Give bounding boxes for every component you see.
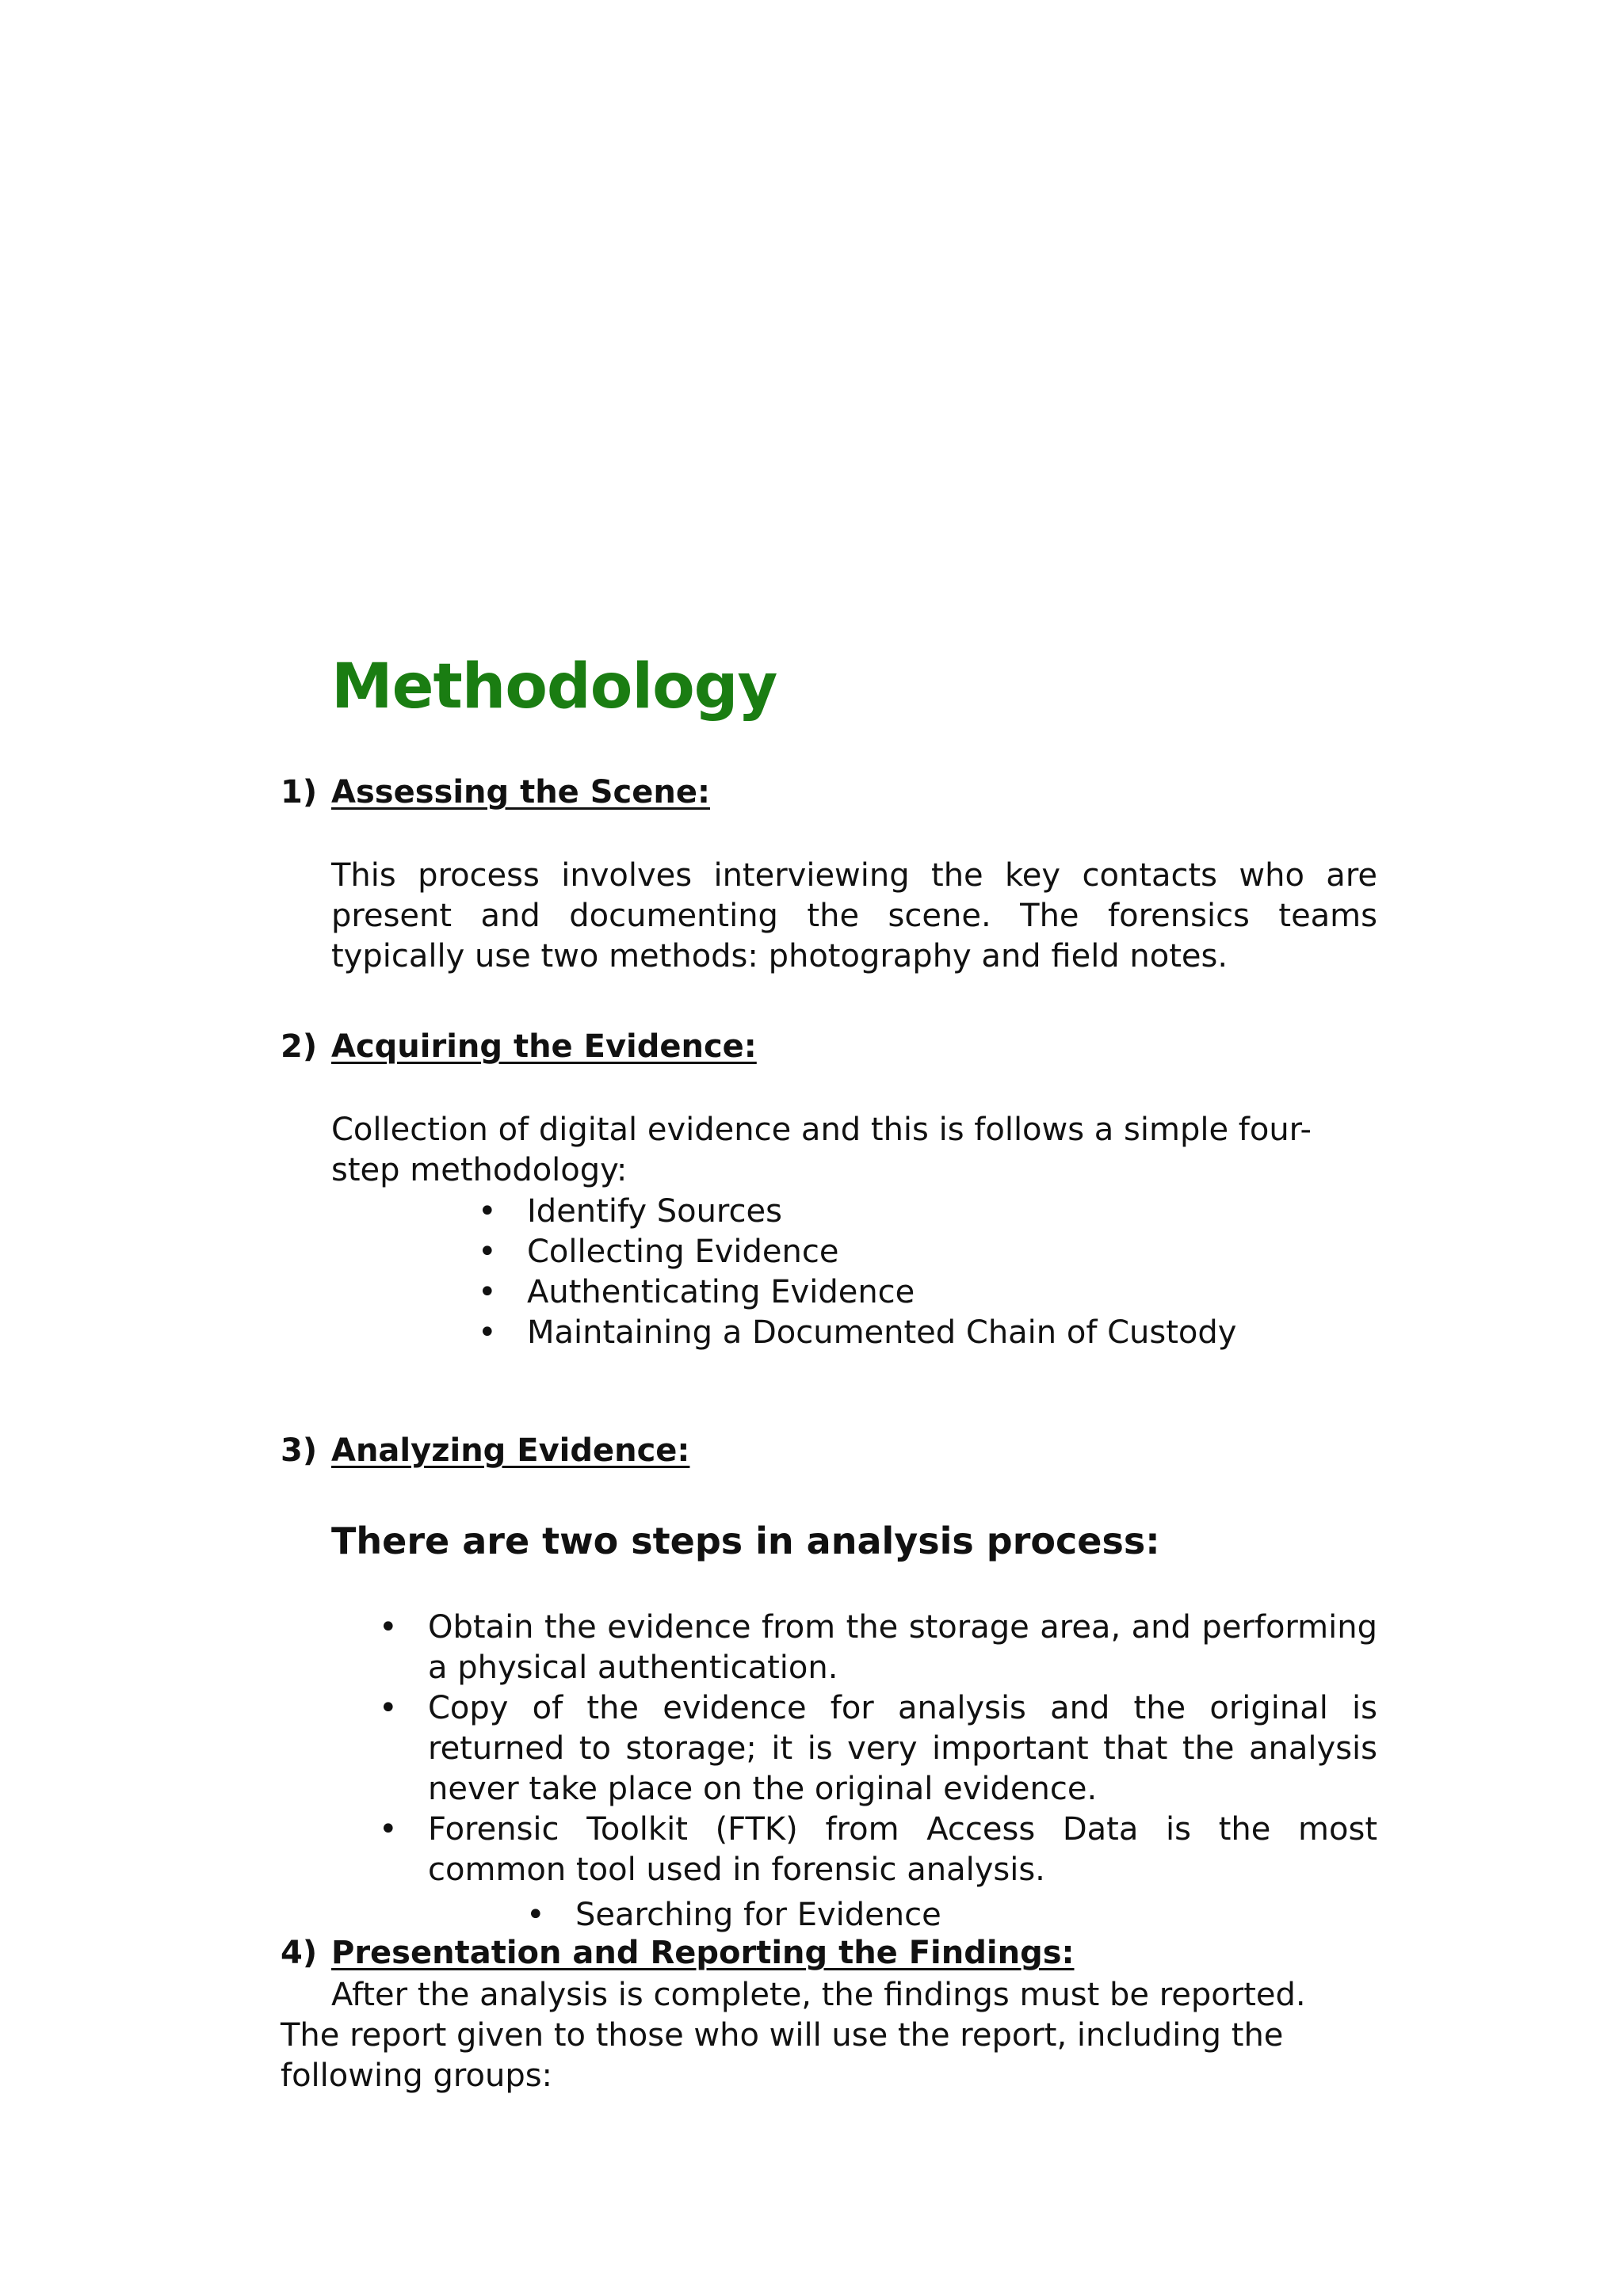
list-item: • Forensic Toolkit (FTK) from Access Data is the most common tool used in forensic analysis. — [379, 1810, 1377, 1890]
section-3-bullet-list — [379, 1608, 1377, 1890]
page-title: Methodology — [331, 651, 777, 723]
section-4-paragraph: After the analysis is complete, the findings must be reported. The report given to those who will use the report, including the following groups: — [281, 1977, 1306, 2094]
list-item: • Identify Sources — [478, 1192, 1236, 1232]
list-item: • Maintaining a Documented Chain of Custody — [478, 1313, 1236, 1353]
section-1-heading — [281, 773, 710, 811]
section-3-heading — [281, 1432, 689, 1470]
section-4-heading — [281, 1934, 1075, 1972]
section-3-label: Analyzing Evidence: — [331, 1432, 690, 1469]
section-3-extra-bullet — [526, 1895, 941, 1936]
bullet-icon: • — [526, 1897, 545, 1933]
section-2-bullet-list — [478, 1192, 1236, 1353]
list-item: • Collecting Evidence — [478, 1232, 1236, 1272]
section-1-paragraph: This process involves interviewing the key contacts who are present and documenting the scene. The forensics teams typically use two methods: photography and field notes. — [331, 857, 1377, 974]
list-item: • Obtain the evidence from the storage area, and performing a physical authentication. — [379, 1608, 1377, 1688]
section-2-number: 2) — [281, 1028, 318, 1065]
section-4-label: Presentation and Reporting the Findings: — [331, 1935, 1075, 1971]
list-item: • Authenticating Evidence — [478, 1272, 1236, 1313]
section-2-heading — [281, 1028, 757, 1066]
list-item: • Copy of the evidence for analysis and the original is returned to storage; it is very important that the analysis never take place on the original evidence. — [379, 1688, 1377, 1810]
section-3-subheading: There are two steps in analysis process: — [331, 1520, 1160, 1562]
section-1-number: 1) — [281, 774, 318, 810]
extra-bullet-text: Searching for Evidence — [575, 1897, 941, 1933]
section-3-number: 3) — [281, 1432, 318, 1469]
section-2-label: Acquiring the Evidence: — [331, 1028, 757, 1065]
section-2-paragraph: Collection of digital evidence and this is follows a simple four-step methodology: — [331, 1112, 1312, 1188]
section-4-number: 4) — [281, 1935, 318, 1971]
section-1-label: Assessing the Scene: — [331, 774, 710, 810]
